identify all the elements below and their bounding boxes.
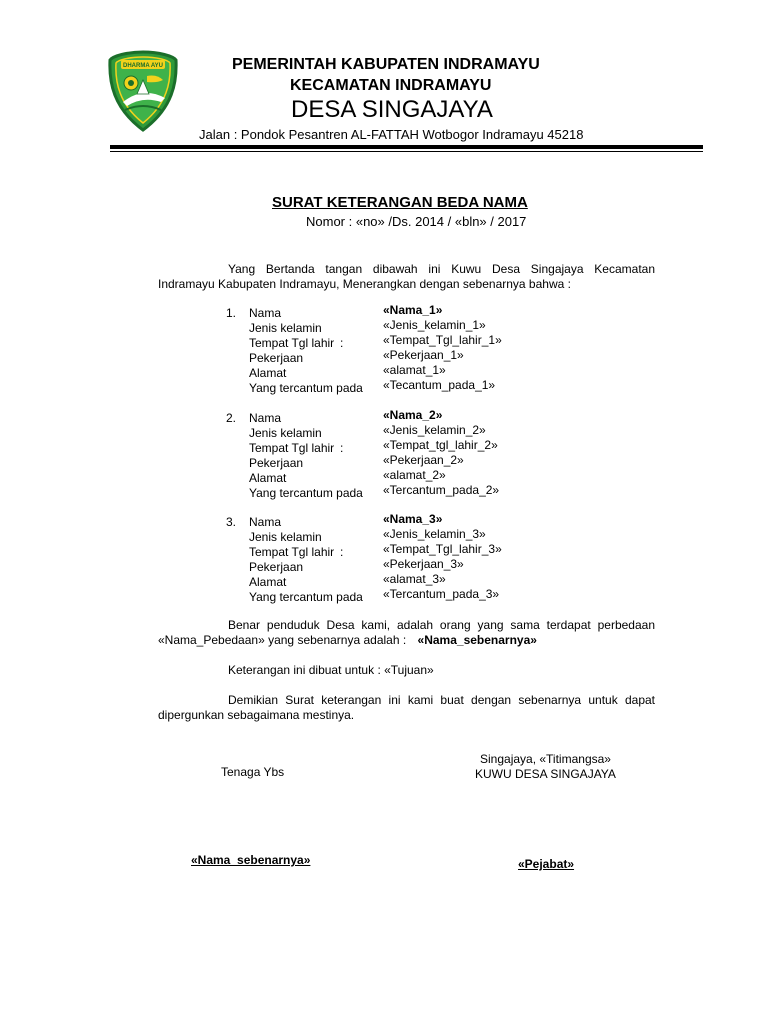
header-village-name: DESA SINGAJAYA [291,96,493,123]
person-field-value: «Tempat_Tgl_lahir_3» [383,541,502,556]
person-field-value: «alamat_1» [383,362,446,377]
person-field-value: «alamat_3» [383,571,446,586]
keterangan-line: Keterangan ini dibuat untuk : «Tujuan» [228,663,434,677]
person-field-label: Alamat [249,574,287,589]
nama-sebenarnya-inline: «Nama_sebenarnya» [417,633,537,647]
person-field-label: Jenis kelamin [249,529,322,544]
demikian-paragraph [158,693,655,723]
letter-number: Nomor : «no» /Ds. 2014 / «bln» / 2017 [306,214,527,229]
person-name-value: «Nama_2» [383,408,443,422]
person-field-value: «Tecantum_pada_1» [383,377,496,392]
person-field-value: «alamat_2» [383,467,446,482]
signature-left-name: «Nama_sebenarnya» [191,853,311,867]
person-field-label: Pekerjaan [249,455,304,470]
person-field-label: Jenis kelamin [249,425,322,440]
letter-title: SURAT KETERANGAN BEDA NAMA [272,194,528,211]
header-address: Jalan : Pondok Pesantren AL-FATTAH Wotbogor Indramayu 45218 [199,127,584,142]
person-field-value: «Pekerjaan_3» [383,556,464,571]
header-rule-thin [110,151,703,152]
person-number: 3. [226,515,237,529]
person-number: 1. [226,306,237,320]
person-field-value: «Tercantum_pada_2» [383,482,500,497]
person-field-label: Pekerjaan [249,350,304,365]
benar-line-1: Benar penduduk Desa kami, adalah orang yang sama terdapat perbedaan [228,618,655,632]
header-rule-thick [110,145,703,149]
person-field-label: Yang tercantum pada [249,589,363,604]
person-field-value: «Tempat_tgl_lahir_2» [383,437,498,452]
signature-left-label: Tenaga Ybs [221,765,285,779]
person-field-colon: : [340,335,344,350]
intro-paragraph [158,262,655,292]
person-field-label: Yang tercantum pada [249,380,363,395]
person-field-label: Jenis kelamin [249,320,322,335]
demikian-line-1: Demikian Surat keterangan ini kami buat dengan sebenarnya untuk dapat [228,693,655,707]
person-field-label: Tempat Tgl lahir [249,440,335,455]
person-field-value: «Pekerjaan_1» [383,347,464,362]
person-field-value: «Tempat_Tgl_lahir_1» [383,332,502,347]
benar-paragraph [158,618,655,648]
logo-text: DHARMA AYU [122,63,164,69]
person-field-label: Nama [249,515,282,529]
person-field-value: «Jenis_kelamin_1» [383,317,486,332]
person-field-label: Alamat [249,365,287,380]
person-field-value: «Jenis_kelamin_3» [383,526,486,541]
person-field-colon: : [340,544,344,559]
signature-place-date: Singajaya, «Titimangsa» [480,752,611,766]
person-name-value: «Nama_1» [383,303,443,317]
person-field-value: «Pekerjaan_2» [383,452,464,467]
person-field-label: Yang tercantum pada [249,485,363,500]
person-field-label: Tempat Tgl lahir [249,335,335,350]
signature-position: KUWU DESA SINGAJAYA [475,767,616,781]
person-number: 2. [226,411,237,425]
header-line-2: KECAMATAN INDRAMAYU [290,77,492,94]
person-field-value: «Tercantum_pada_3» [383,586,500,601]
person-field-label: Pekerjaan [249,559,304,574]
regency-logo [107,50,179,132]
person-field-label: Nama [249,306,282,320]
benar-line-2: «Nama_Pebedaan» yang sebenarnya adalah : [158,633,407,647]
person-field-label: Alamat [249,470,287,485]
person-field-label: Nama [249,411,282,425]
demikian-line-2: dipergunkan sebagaimana mestinya. [158,708,355,722]
person-field-value: «Jenis_kelamin_2» [383,422,486,437]
header-line-1: PEMERINTAH KABUPATEN INDRAMAYU [232,56,540,73]
person-field-label: Tempat Tgl lahir [249,544,335,559]
person-field-colon: : [340,440,344,455]
person-name-value: «Nama_3» [383,512,443,526]
intro-line-2: Indramayu Kabupaten Indramayu, Menerangkan dengan sebenarnya bahwa : [158,277,571,291]
signature-right-name: «Pejabat» [518,857,575,871]
benar-line-2-wrap [158,633,655,648]
intro-line-1: Yang Bertanda tangan dibawah ini Kuwu Desa Singajaya Kecamatan [228,262,655,276]
